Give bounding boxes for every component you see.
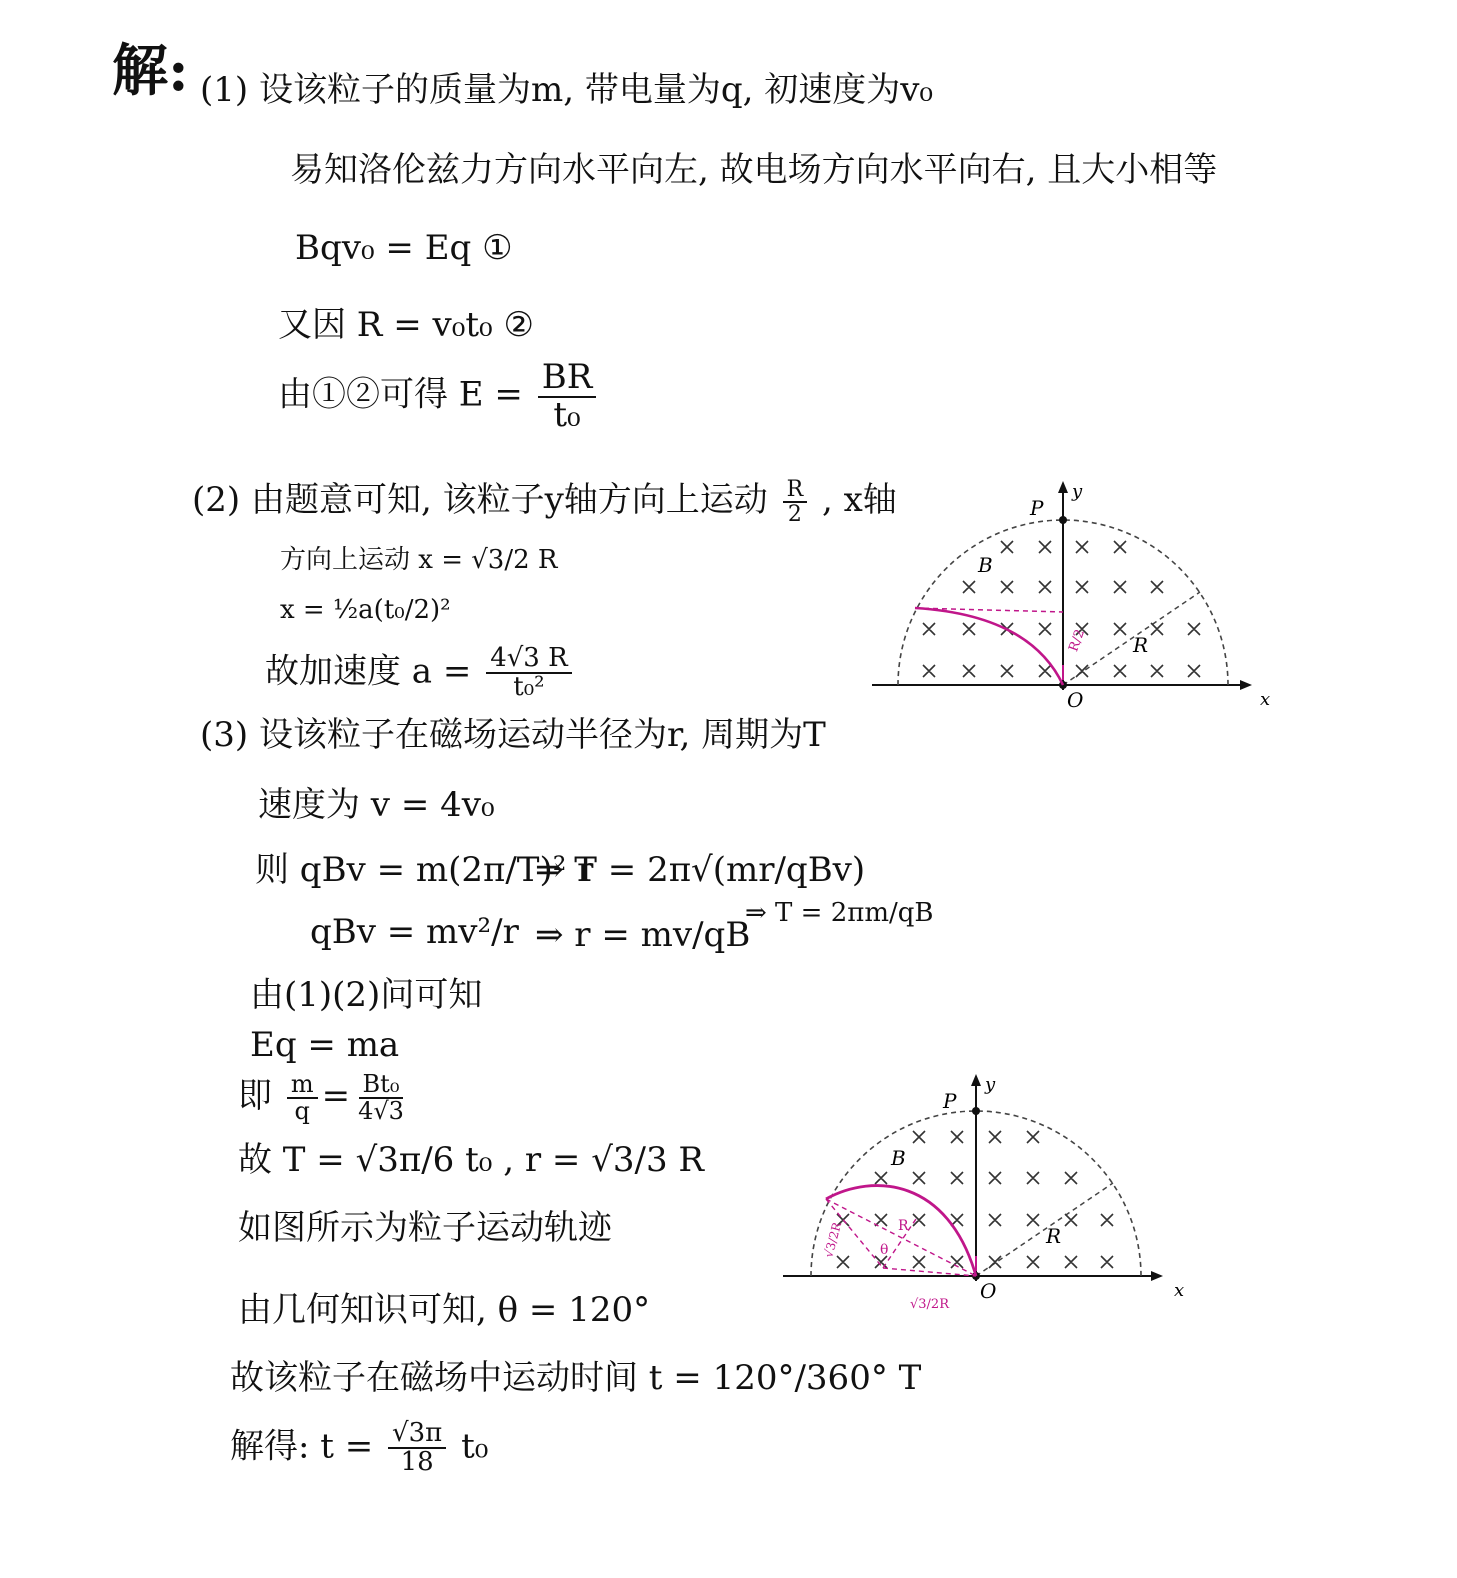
part2-line1 bbox=[192, 478, 897, 526]
part3-line1: (3) 设该粒子在磁场运动半径为r, 周期为T bbox=[200, 715, 826, 755]
label-B: B bbox=[978, 553, 993, 577]
x-axis-arrow bbox=[1240, 680, 1252, 690]
part3-final-suffix: t₀ bbox=[461, 1426, 489, 1467]
label-x: x bbox=[1260, 689, 1271, 710]
fraction-denominator: t₀² bbox=[513, 672, 545, 703]
figure2-diagram bbox=[778, 1068, 1198, 1323]
part1-result bbox=[278, 357, 600, 435]
label-half-R: R/2 bbox=[1066, 627, 1089, 654]
fraction-denominator: 2 bbox=[787, 502, 802, 528]
y-axis-arrow bbox=[971, 1074, 981, 1086]
label-x: x bbox=[1174, 1280, 1185, 1301]
part2-accel bbox=[265, 645, 576, 702]
part3-ratio-prefix: 即 bbox=[238, 1076, 272, 1117]
part2-line1-prefix: (2) 由题意可知, 该粒子y轴方向上运动 bbox=[192, 480, 768, 521]
part3-final-prefix: 解得: t = bbox=[230, 1426, 374, 1467]
point-P bbox=[1059, 516, 1067, 524]
label-y: y bbox=[985, 1074, 996, 1095]
part3-eq1: 则 qBv = m(2π/T)² r bbox=[255, 850, 594, 890]
label-B: B bbox=[891, 1146, 906, 1170]
label-P: P bbox=[1030, 496, 1044, 520]
figure1-diagram bbox=[860, 475, 1280, 720]
point-P bbox=[972, 1107, 980, 1115]
x-axis-arrow bbox=[1151, 1271, 1163, 1281]
part2-accel-prefix: 故加速度 a = bbox=[265, 651, 472, 692]
part1-line2: 易知洛伦兹力方向水平向左, 故电场方向水平向右, 且大小相等 bbox=[290, 150, 1218, 190]
part1-result-fraction bbox=[538, 357, 597, 435]
part3-eq1-result: ⇒ T = 2π√(mr/qBv) bbox=[535, 850, 866, 890]
part3-ratio: 即 $\frac{m}{q}$ = $\frac{\text{Bt₀}}{4√3}$ bbox=[238, 1072, 412, 1124]
label-R: R bbox=[1133, 633, 1149, 657]
part3-T-result: 故 T = √3π/6 t₀ , r = √3/3 R bbox=[238, 1140, 704, 1180]
fraction-numerator: R bbox=[783, 478, 808, 503]
label-y: y bbox=[1072, 481, 1083, 502]
part3-line-angle: 由几何知识可知, θ = 120° bbox=[238, 1290, 651, 1330]
part2-line1-fraction bbox=[783, 478, 808, 526]
label-annot-theta: θ bbox=[880, 1242, 889, 1258]
label-annot-r: R bbox=[898, 1218, 909, 1234]
fraction-denominator: t₀ bbox=[553, 394, 581, 435]
fraction-numerator: 4√3 R bbox=[486, 645, 572, 674]
fraction-numerator: m bbox=[287, 1072, 318, 1099]
part1-result-prefix: 由①②可得 E = bbox=[278, 374, 523, 415]
part1-eq2: 又因 R = v₀t₀ ② bbox=[278, 305, 534, 345]
part3-combined: ⇒ T = 2πm/qB bbox=[745, 898, 934, 928]
part3-eq2: qBv = mv²/r bbox=[310, 912, 519, 952]
fraction-denominator: q bbox=[294, 1097, 310, 1126]
part1-line1: (1) 设该粒子的质量为m, 带电量为q, 初速度为v₀ bbox=[200, 70, 934, 110]
label-P: P bbox=[943, 1089, 957, 1113]
solution-label: 解: bbox=[112, 38, 189, 104]
radius-line bbox=[976, 1183, 1113, 1276]
part3-line2: 速度为 v = 4v₀ bbox=[258, 785, 495, 825]
part1-eq1: Bqv₀ = Eq ① bbox=[295, 228, 513, 268]
label-O: O bbox=[1067, 688, 1084, 712]
part2-line3: x = ½a(t₀/2)² bbox=[280, 595, 451, 625]
part2-line1-suffix: , x轴 bbox=[822, 480, 897, 521]
part3-line-time: 故该粒子在磁场中运动时间 t = 120°/360° T bbox=[230, 1358, 922, 1398]
label-R: R bbox=[1046, 1224, 1062, 1248]
part3-line-eq: Eq = ma bbox=[250, 1025, 400, 1065]
label-annot-left: √3/2R bbox=[821, 1220, 845, 1260]
part2-line2: 方向上运动 x = √3/2 R bbox=[280, 545, 558, 575]
part2-accel-fraction bbox=[486, 645, 572, 702]
part3-ratio-fraction2 bbox=[354, 1072, 408, 1124]
fraction-denominator: 4√3 bbox=[358, 1097, 404, 1126]
part3-line-from: 由(1)(2)问可知 bbox=[250, 975, 483, 1015]
part3-final bbox=[230, 1420, 488, 1477]
fraction-numerator: Bt₀ bbox=[359, 1072, 404, 1099]
particle-trajectory bbox=[915, 608, 1063, 685]
fraction-numerator: √3π bbox=[388, 1420, 446, 1449]
y-axis-arrow bbox=[1058, 481, 1068, 493]
label-annot-bottom: √3/2R bbox=[910, 1297, 949, 1312]
label-O: O bbox=[980, 1279, 997, 1303]
part3-ratio-fraction1 bbox=[287, 1072, 318, 1124]
fraction-numerator: BR bbox=[538, 360, 597, 398]
part3-eq2-result: ⇒ r = mv/qB bbox=[535, 915, 751, 955]
fraction-denominator: 18 bbox=[400, 1447, 434, 1478]
part3-line-fig: 如图所示为粒子运动轨迹 bbox=[238, 1208, 612, 1248]
part3-final-fraction bbox=[388, 1420, 446, 1477]
